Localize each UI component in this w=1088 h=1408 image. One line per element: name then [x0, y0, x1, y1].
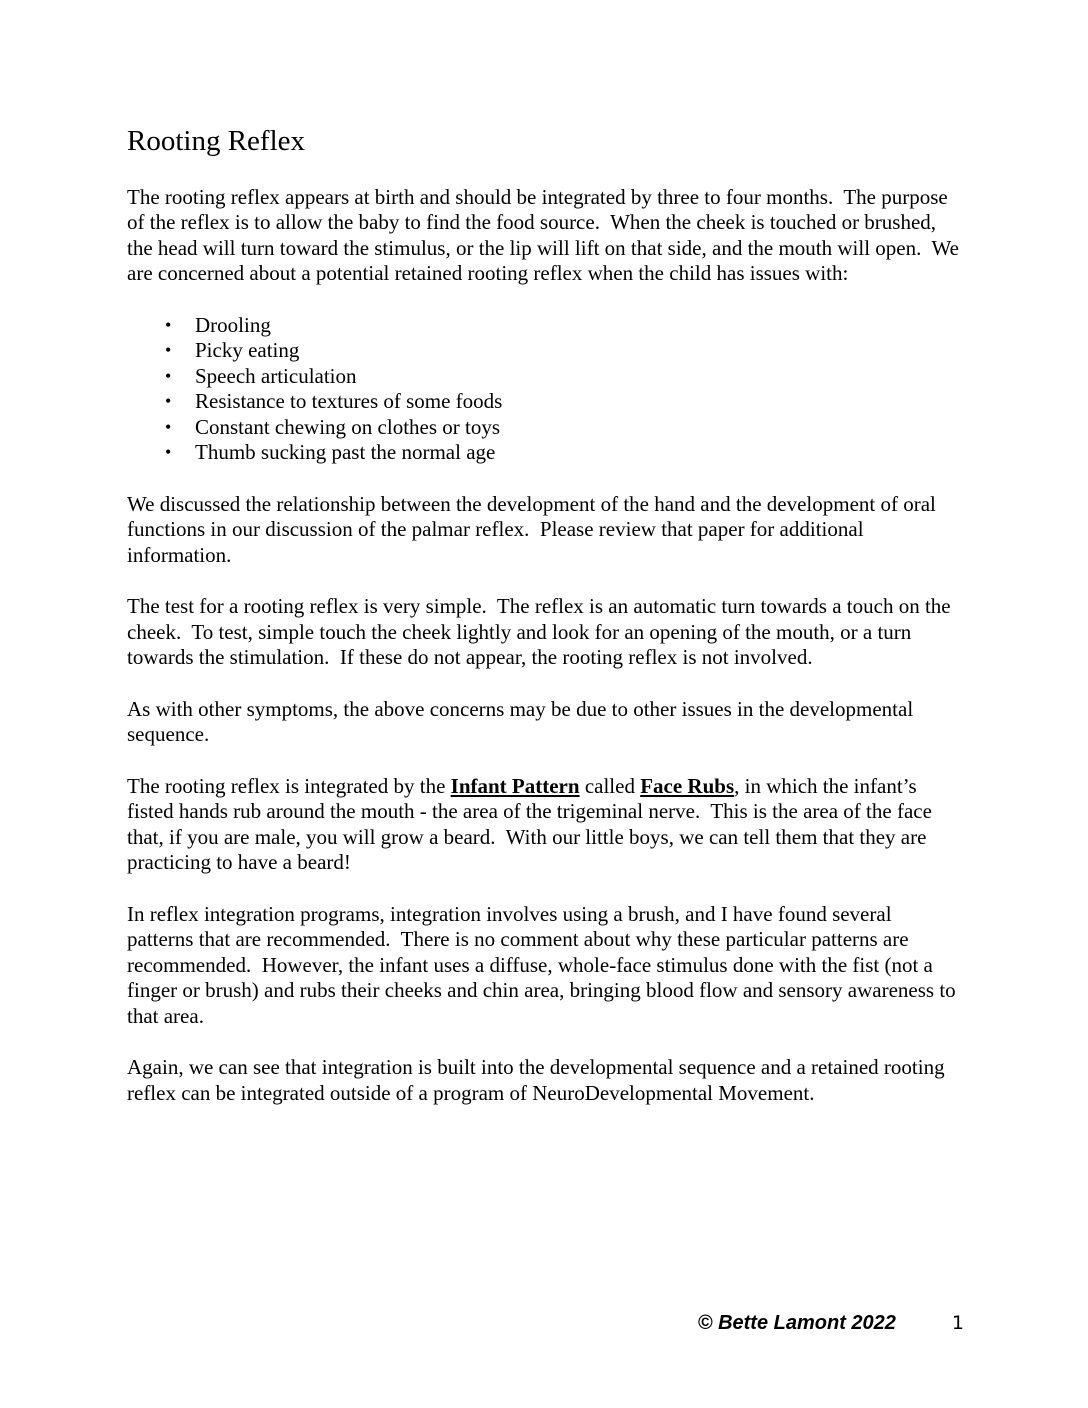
paragraph-programs: In reflex integration programs, integration involves using a brush, and I have found several patterns that are recommended. There is no comment about why these particular patterns are recommended. However, the infant uses a diffuse, whole-face stimulus done with the fist (not a finger or brush) and rubs their cheeks and chin area, bringing blood flow and sensory awareness to that area.: [127, 901, 961, 1028]
bullet-text: Picky eating: [195, 338, 300, 363]
text-segment: called: [579, 773, 641, 798]
paragraph-other-symptoms: As with other symptoms, the above concerns may be due to other issues in the developmental sequence.: [127, 696, 919, 747]
page-number: 1: [951, 1312, 964, 1334]
bullet-icon: •: [165, 442, 172, 463]
text-segment: The rooting reflex is integrated by the: [127, 773, 451, 798]
copyright-text: © Bette Lamont 2022: [697, 1312, 896, 1334]
bullet-text: Thumb sucking past the normal age: [195, 440, 496, 465]
bullet-text: Resistance to textures of some foods: [195, 389, 503, 414]
list-item: [127, 415, 962, 441]
document-content: [127, 125, 965, 1132]
text-segment: Face Rubs: [640, 773, 735, 798]
bullet-text: Speech articulation: [195, 363, 357, 388]
list-item: [127, 338, 962, 364]
paragraph-palmar-reference: We discussed the relationship between the development of the hand and the development of oral functions in our discussion of the palmar reflex. Please review that paper for additional information.: [127, 491, 942, 567]
bullet-icon: •: [165, 416, 172, 437]
bullet-icon: •: [165, 314, 172, 335]
list-item: [127, 389, 962, 415]
page-footer: [698, 1312, 964, 1335]
list-item: [127, 364, 962, 390]
bullet-icon: •: [165, 340, 172, 361]
bullet-text: Drooling: [195, 312, 271, 337]
page-title: Rooting Reflex: [127, 125, 306, 157]
bullet-text: Constant chewing on clothes or toys: [195, 414, 501, 439]
text-segment: Infant Pattern: [450, 773, 580, 798]
paragraph-conclusion: Again, we can see that integration is built into the developmental sequence and a retained rooting reflex can be integrated outside of a program of NeuroDevelopmental Movement.: [127, 1055, 950, 1105]
bullet-icon: •: [165, 365, 172, 386]
bullet-icon: •: [165, 391, 172, 412]
paragraph-intro: The rooting reflex appears at birth and should be integrated by three to four months. The purpose of the reflex is to allow the baby to find the food source. When the cheek is touched or brushed, the head will turn toward the stimulus, or the lip will lift on that side, and the mouth will open. We are concerned about a potential retained rooting reflex when the child has issues with:: [127, 184, 965, 286]
text-segment: , in which the infant’s fisted hands rub around the mouth - the area of the trigeminal nerve. This is the area of the face that, if you are male, you will grow a beard. With our little boys, we can tell them that they are practicing to have a beard!: [127, 773, 938, 875]
list-item: [127, 313, 962, 339]
bullet-list: [127, 313, 962, 466]
paragraph-integration: [127, 774, 962, 876]
paragraph-test: The test for a rooting reflex is very simple. The reflex is an automatic turn towards a touch on the cheek. To test, simple touch the cheek lightly and look for an opening of the mouth, or a turn towards the stimulation. If these do not appear, the rooting reflex is not involved.: [127, 594, 956, 670]
list-item: [127, 440, 962, 466]
